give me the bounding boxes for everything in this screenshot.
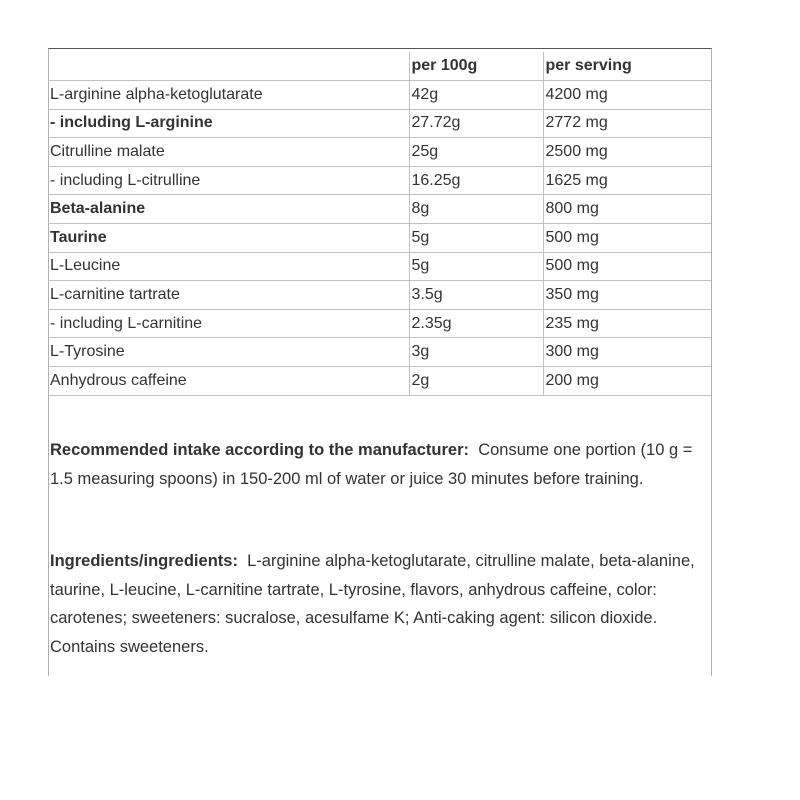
- per-serving-cell: 2500 mg: [543, 138, 711, 167]
- per-100g-cell: 3.5g: [409, 281, 543, 310]
- per-100g-cell: 16.25g: [409, 166, 543, 195]
- ingredient-name-cell: L-Leucine: [48, 252, 409, 281]
- table-row: [48, 109, 711, 138]
- ingredient-name-cell: Anhydrous caffeine: [48, 367, 409, 396]
- table-row: [48, 138, 711, 167]
- ingredient-name-cell: Citrulline malate: [48, 138, 409, 167]
- per-serving-cell: 300 mg: [543, 338, 711, 367]
- nutrition-table: [48, 52, 711, 396]
- ingredients-text: L-arginine alpha-ketoglutarate, citrulline malate, beta-alanine, taurine, L-leucine, L-carnitine tartrate, L-tyrosine, flavors, anhydrous caffeine, color: carotenes; sweeteners: sucralose, acesulfame K; Anti-caking agent: silicon dioxide. Contains sweeteners.: [50, 552, 695, 656]
- per-100g-cell: 27.72g: [409, 109, 543, 138]
- per-100g-cell: 3g: [409, 338, 543, 367]
- table-row: [48, 281, 711, 310]
- table-row: [48, 309, 711, 338]
- per-serving-cell: 350 mg: [543, 281, 711, 310]
- ingredients-label: Ingredients/ingredients:: [50, 552, 238, 570]
- ingredient-name-cell: L-carnitine tartrate: [48, 281, 409, 310]
- recommended-intake-paragraph: [50, 436, 710, 493]
- header-cell-per-serving: per serving: [543, 52, 711, 81]
- per-serving-cell: 1625 mg: [543, 166, 711, 195]
- table-row: [48, 367, 711, 396]
- ingredient-name-cell: - including L-citrulline: [48, 166, 409, 195]
- per-serving-cell: 800 mg: [543, 195, 711, 224]
- table-header-row: [48, 52, 711, 81]
- ingredient-name-cell: - including L-carnitine: [48, 309, 409, 338]
- ingredient-name-cell: L-Tyrosine: [48, 338, 409, 367]
- ingredient-name-cell: Taurine: [48, 224, 409, 253]
- recommended-intake-label: Recommended intake according to the manufacturer:: [50, 441, 470, 459]
- table-row: [48, 252, 711, 281]
- ingredient-name-cell: L-arginine alpha-ketoglutarate: [48, 81, 409, 110]
- per-serving-cell: 2772 mg: [543, 109, 711, 138]
- per-100g-cell: 8g: [409, 195, 543, 224]
- ingredient-name-cell: - including L-arginine: [48, 109, 409, 138]
- per-serving-cell: 4200 mg: [543, 81, 711, 110]
- per-100g-cell: 25g: [409, 138, 543, 167]
- header-cell-ingredient: [48, 52, 409, 81]
- per-100g-cell: 2.35g: [409, 309, 543, 338]
- per-100g-cell: 5g: [409, 224, 543, 253]
- per-100g-cell: 42g: [409, 81, 543, 110]
- per-serving-cell: 235 mg: [543, 309, 711, 338]
- nutrition-table-body: [48, 52, 711, 395]
- table-row: [48, 195, 711, 224]
- per-100g-cell: 2g: [409, 367, 543, 396]
- table-row: [48, 224, 711, 253]
- table-row: [48, 166, 711, 195]
- per-serving-cell: 500 mg: [543, 252, 711, 281]
- per-serving-cell: 500 mg: [543, 224, 711, 253]
- recommended-intake-text: Consume one portion (10 g = 1.5 measuring spoons) in 150-200 ml of water or juice 30 minutes before training.: [50, 441, 693, 488]
- ingredients-paragraph: [50, 547, 710, 661]
- per-serving-cell: 200 mg: [543, 367, 711, 396]
- ingredient-name-cell: Beta-alanine: [48, 195, 409, 224]
- per-100g-cell: 5g: [409, 252, 543, 281]
- header-cell-per-100g: per 100g: [409, 52, 543, 81]
- table-row: [48, 338, 711, 367]
- table-row: [48, 81, 711, 110]
